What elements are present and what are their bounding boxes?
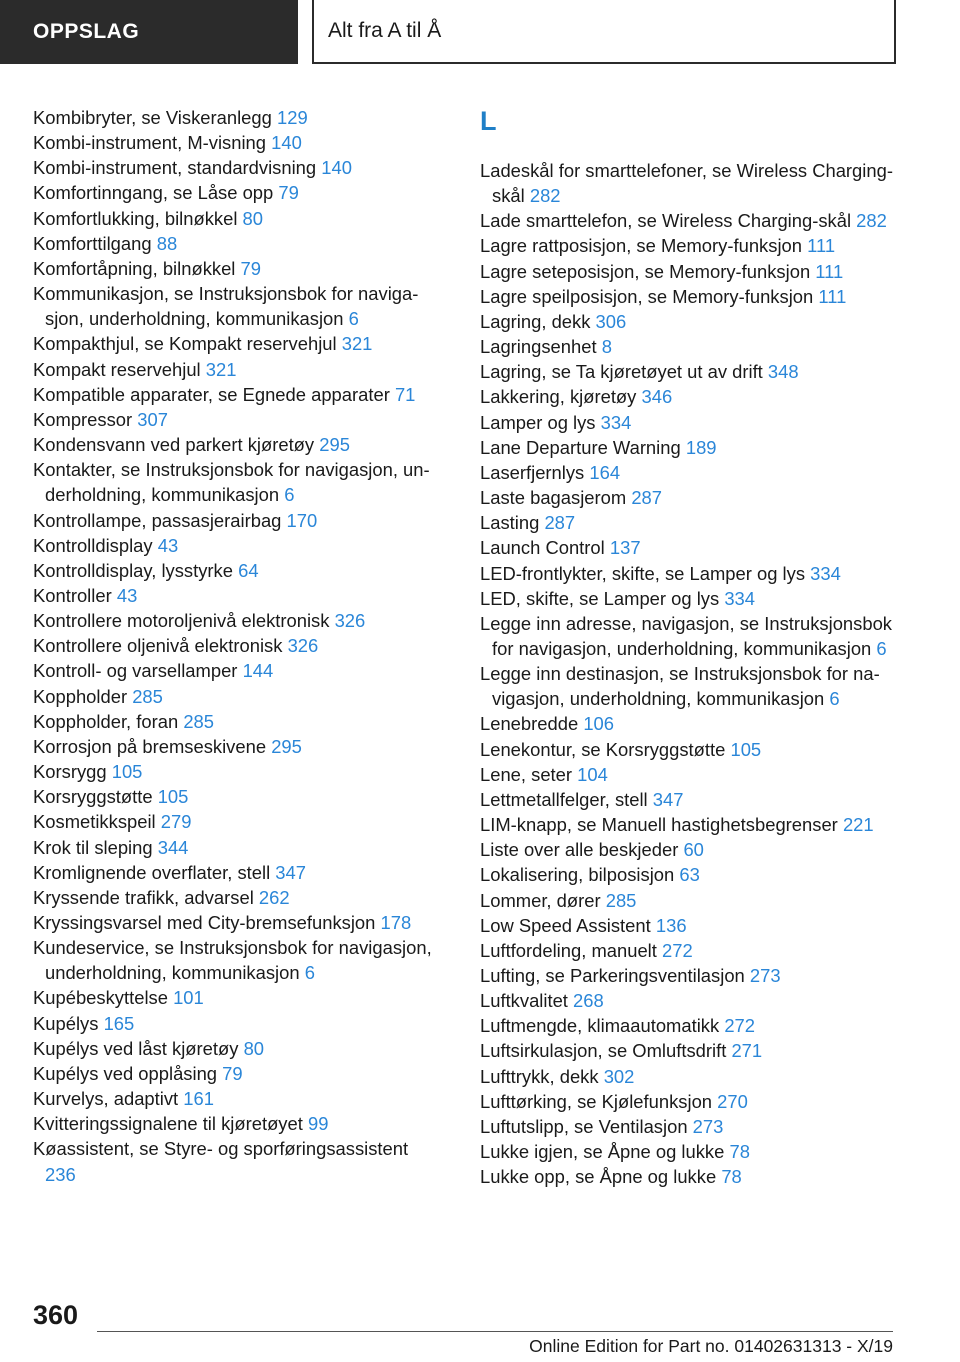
index-entry [480, 259, 900, 284]
index-entry [480, 586, 900, 611]
index-entry-text: Lane Departure Warning [480, 436, 681, 458]
page-reference-link[interactable]: 334 [600, 411, 632, 433]
page-reference-link[interactable]: 6 [304, 962, 315, 984]
index-entry-text: Lufting, se Parkeringsventilasjon [480, 965, 745, 986]
page-reference-link[interactable]: 79 [278, 182, 299, 204]
index-entry [480, 1139, 900, 1164]
page-reference-link[interactable]: 43 [157, 534, 179, 556]
index-entry [480, 1013, 900, 1038]
index-entry [33, 985, 443, 1010]
index-entry [480, 233, 900, 258]
page-reference-link[interactable]: 137 [609, 537, 641, 559]
index-entry-text: Koppholder, foran [33, 710, 179, 732]
page-reference-link[interactable]: 164 [589, 461, 621, 483]
index-entry [480, 359, 900, 384]
page-reference-link[interactable]: 326 [287, 635, 319, 657]
index-entry-text: Legge inn destinasjon, se Instruksjonsbok for navigasjon, underholdning, kommunikasjon [480, 663, 880, 710]
page-reference-link[interactable]: 270 [717, 1090, 748, 1112]
index-entry-text: Komfortlukking, bilnøkkel [33, 207, 238, 229]
page-reference-link[interactable]: 262 [258, 886, 290, 908]
page-reference-link[interactable]: 326 [334, 610, 366, 632]
page-reference-link[interactable]: 273 [692, 1115, 724, 1137]
index-entry [480, 661, 900, 711]
index-entry-text: Kompatible apparater, se Egnede apparater [33, 383, 390, 405]
index-entry [33, 1061, 443, 1086]
page-reference-link[interactable]: 268 [573, 990, 604, 1012]
page-reference-link[interactable]: 295 [271, 735, 302, 757]
page-reference-link[interactable]: 105 [111, 761, 143, 783]
index-entry [33, 407, 443, 432]
index-entry-text: Legge inn adresse, navigasjon, se Instruksjonsbok for navigasjon, underholdning, kommunikasjon [480, 612, 893, 659]
index-entry [33, 658, 443, 683]
page-reference-link[interactable]: 285 [132, 685, 163, 707]
index-entry [480, 837, 900, 862]
page-reference-link[interactable]: 6 [829, 688, 840, 710]
index-entry [33, 910, 443, 935]
footer-divider [97, 1331, 893, 1332]
index-entry-text: Ladeskål for smarttelefoner, se Wireless Charging-skål [480, 160, 893, 207]
page-reference-link[interactable]: 6 [348, 308, 359, 330]
index-entry-text: Launch Control [480, 537, 605, 559]
index-entry [480, 1089, 900, 1114]
index-entry-text: Korsrygg [33, 761, 107, 783]
index-column-left [33, 105, 443, 1187]
page-reference-link[interactable]: 111 [807, 235, 836, 257]
index-entry-text: Kosmetikkspeil [33, 811, 156, 833]
page-reference-link[interactable]: 111 [818, 285, 847, 307]
page-reference-link[interactable]: 271 [731, 1040, 763, 1062]
index-entry [33, 533, 443, 558]
index-entry-text: Komfortåpning, bilnøkkel [33, 257, 236, 279]
page-reference-link[interactable]: 334 [810, 562, 841, 584]
page-reference-link[interactable]: 79 [240, 257, 261, 279]
index-entry [33, 1036, 443, 1061]
page-reference-link[interactable]: 344 [157, 836, 189, 858]
index-entry-text: Lagre rattposisjon, se Memory-funksjon [480, 235, 802, 257]
index-entry-text: Kontrollere motoroljenivå elektronisk [33, 610, 330, 632]
page-reference-link[interactable]: 78 [729, 1141, 750, 1163]
index-entry-text: Kontroll- og varsellamper [33, 660, 238, 682]
page-reference-link[interactable]: 79 [222, 1062, 243, 1084]
page-reference-link[interactable]: 111 [815, 260, 844, 282]
index-entry-text: Laste bagasjerom [480, 487, 627, 509]
page-reference-link[interactable]: 101 [173, 987, 204, 1009]
index-entry [33, 759, 443, 784]
index-entry [33, 1136, 443, 1186]
index-entry [480, 284, 900, 309]
index-entry-text: Komforttilgang [33, 232, 152, 254]
index-entry [480, 787, 900, 812]
page-reference-link[interactable]: 321 [341, 333, 373, 355]
index-entry-text: Korrosjon på bremseskivene [33, 735, 267, 757]
page-reference-link[interactable]: 348 [767, 361, 799, 383]
index-entry [33, 1111, 443, 1136]
index-entry [33, 432, 443, 457]
page-reference-link[interactable]: 273 [749, 965, 781, 986]
page-number: 360 [33, 1300, 79, 1330]
index-entry [33, 583, 443, 608]
index-entry-text: Lukke igjen, se Åpne og lukke [480, 1141, 725, 1163]
index-entry-text: Kontakter, se Instruksjonsbok for navigasjon, underholdning, kommunikasjon [33, 459, 430, 506]
index-entry-text: Lufttørking, se Kjølefunksjon [480, 1090, 713, 1112]
index-entry [33, 231, 443, 256]
page-reference-link[interactable]: 8 [601, 336, 612, 358]
index-entry-text: Lukke opp, se Åpne og lukke [480, 1166, 717, 1188]
index-entry [480, 485, 900, 510]
index-entry [33, 382, 443, 407]
page-reference-link[interactable]: 347 [275, 861, 306, 883]
index-entry-text: Luftkvalitet [480, 990, 568, 1012]
index-entry-text: LED-frontlykter, skifte, se Lamper og lys [480, 562, 806, 584]
chapter-title: Alt fra A til Å [312, 0, 896, 64]
page-header [0, 0, 960, 66]
index-entry-text: Kundeservice, se Instruksjonsbok for navigasjon, underholdning, kommunikasjon [33, 937, 432, 984]
index-entry-text: Lokalisering, bilposisjon [480, 864, 675, 886]
index-entry-text: LIM-knapp, se Manuell hastighetsbegrenser [480, 814, 838, 836]
page-reference-link[interactable]: 140 [321, 157, 352, 179]
index-entry [33, 835, 443, 860]
page-reference-link[interactable]: 161 [183, 1088, 214, 1110]
page-reference-link[interactable]: 6 [876, 637, 887, 659]
page-reference-link[interactable]: 105 [730, 738, 762, 760]
index-entry [480, 1064, 900, 1089]
page-reference-link[interactable]: 321 [205, 358, 237, 380]
index-entry-text: Liste over alle beskjeder [480, 839, 679, 861]
index-entry-text: Kombi-instrument, standardvisning [33, 157, 317, 179]
index-entry-text: Kryssende trafikk, advarsel [33, 886, 254, 908]
index-entry-text: Kryssingsvarsel med City-bremsefunksjon [33, 912, 376, 933]
index-entry [33, 860, 443, 885]
index-entry [480, 410, 900, 435]
index-entry [33, 508, 443, 533]
index-entry [480, 963, 900, 988]
page-reference-link[interactable]: 272 [662, 939, 693, 961]
index-entry-text: Kombi-instrument, M-visning [33, 132, 267, 154]
index-entry-text: Kontrollampe, passasjerairbag [33, 509, 282, 531]
page-reference-link[interactable]: 282 [529, 185, 561, 207]
index-entry-text: Laserfjernlys [480, 461, 585, 483]
page-reference-link[interactable]: 302 [603, 1065, 635, 1087]
page-reference-link[interactable]: 236 [45, 1163, 76, 1185]
index-entry-text: Lasting [480, 512, 540, 534]
index-entry-text: Low Speed Assistent [480, 914, 651, 936]
page-reference-link[interactable]: 165 [103, 1012, 135, 1034]
index-entry-text: Lagre seteposisjon, se Memory-funksjon [480, 260, 811, 282]
index-entry [480, 384, 900, 409]
index-entry-text: Komfortinngang, se Låse opp [33, 182, 274, 204]
index-entry-text: Kontrolldisplay [33, 534, 153, 556]
index-entry-text: Kommunikasjon, se Instruksjonsbok for navigasjon, underholdning, kommunikasjon [33, 283, 419, 330]
index-entry [33, 105, 443, 130]
page-reference-link[interactable]: 306 [595, 310, 627, 332]
index-entry-text: Kvitteringssignalene til kjøretøyet [33, 1113, 303, 1135]
index-letter-heading: L [480, 106, 497, 136]
index-entry-text: Krok til sleping [33, 836, 153, 858]
index-column-right [480, 104, 900, 1189]
index-entry [480, 309, 900, 334]
index-entry [480, 1114, 900, 1139]
index-entry-text: Kupélys ved låst kjøretøy [33, 1037, 239, 1059]
page-reference-link[interactable]: 64 [238, 559, 259, 581]
index-entry [33, 885, 443, 910]
index-entry-text: Kontroller [33, 584, 112, 606]
page-reference-link[interactable]: 6 [284, 484, 295, 506]
index-entry-text: Kupélys ved opplåsing [33, 1062, 218, 1084]
index-entry [33, 684, 443, 709]
page-reference-link[interactable]: 104 [577, 763, 608, 785]
index-entry-text: Lagringsenhet [480, 336, 597, 358]
index-entry [33, 709, 443, 734]
index-entry-text: Lagre speilposisjon, se Memory-funksjon [480, 285, 814, 307]
index-entry-text: Kupélys [33, 1012, 99, 1034]
index-entry-text: Kontrolldisplay, lysstyrke [33, 559, 233, 581]
page-reference-link[interactable]: 287 [631, 487, 663, 509]
index-entry-text: Korsryggstøtte [33, 786, 153, 808]
page-reference-link[interactable]: 106 [583, 713, 614, 735]
edition-info: Online Edition for Part no. 01402631313 - X/19 [529, 1336, 893, 1356]
index-entry-text: Kurvelys, adaptivt [33, 1088, 179, 1110]
index-entry-text: Lettmetallfelger, stell [480, 788, 648, 810]
page-reference-link[interactable]: 140 [271, 132, 302, 154]
index-entry [480, 535, 900, 560]
index-entry-text: LED, skifte, se Lamper og lys [480, 587, 720, 609]
index-entry [33, 206, 443, 231]
page-reference-link[interactable]: 78 [721, 1166, 742, 1188]
index-entry-text: Kompakt reservehjul [33, 358, 201, 380]
index-entry [480, 737, 900, 762]
index-entry [480, 988, 900, 1013]
index-entry [33, 608, 443, 633]
index-entry-text: Kontrollere oljenivå elektronisk [33, 635, 283, 657]
index-entry-text: Luftsirkulasjon, se Omluftsdrift [480, 1040, 727, 1062]
index-entry [480, 158, 900, 208]
page-reference-link[interactable]: 272 [724, 1015, 756, 1037]
index-entry-text: Lene, seter [480, 763, 573, 785]
page-reference-link[interactable]: 189 [685, 436, 717, 458]
page-reference-link[interactable]: 88 [156, 232, 178, 254]
index-entry [33, 256, 443, 281]
page-reference-link[interactable]: 80 [242, 207, 264, 229]
index-entry-text: Lagring, dekk [480, 310, 591, 332]
page-reference-link[interactable]: 334 [724, 587, 755, 609]
index-entry [33, 281, 443, 331]
index-entry [480, 913, 900, 938]
index-entry-text: Luftutslipp, se Ventilasjon [480, 1115, 688, 1137]
page-reference-link[interactable]: 63 [679, 864, 700, 886]
index-entry [480, 510, 900, 535]
page-reference-link[interactable]: 221 [842, 814, 874, 836]
page-reference-link[interactable]: 170 [286, 509, 318, 531]
index-entry [33, 357, 443, 382]
page-reference-link[interactable]: 144 [242, 660, 274, 682]
index-entry-text: Koppholder [33, 685, 128, 707]
index-entry-text: Kondensvann ved parkert kjøretøy [33, 434, 315, 456]
index-entry [480, 711, 900, 736]
index-entry [480, 1038, 900, 1063]
index-entry [480, 1164, 900, 1189]
index-entry-text: Kombibryter, se Viskeranlegg [33, 107, 272, 128]
index-entry-text: Lufttrykk, dekk [480, 1065, 599, 1087]
page-reference-link[interactable]: 347 [652, 788, 684, 810]
index-entry [33, 331, 443, 356]
index-entry-text: Kromlignende overflater, stell [33, 861, 271, 883]
index-entry-text: Lenebredde [480, 713, 579, 735]
index-entry [480, 888, 900, 913]
index-entry [480, 334, 900, 359]
index-entry-text: Luftmengde, klimaautomatikk [480, 1015, 720, 1037]
section-tab: OPPSLAG [0, 0, 298, 64]
index-entry-text: Lamper og lys [480, 411, 596, 433]
index-entry-text: Kupébeskyttelse [33, 987, 168, 1009]
index-entry-text: Luftfordeling, manuelt [480, 939, 657, 961]
index-entry [480, 812, 900, 837]
index-entry [33, 180, 443, 205]
page-reference-link[interactable]: 105 [157, 786, 189, 808]
page-reference-link[interactable]: 285 [183, 710, 215, 732]
page-reference-link[interactable]: 307 [137, 408, 168, 430]
index-entry [33, 457, 443, 507]
page-reference-link[interactable]: 129 [277, 107, 308, 128]
page-reference-link[interactable]: 43 [116, 584, 138, 606]
index-entry-text: Lakkering, kjøretøy [480, 386, 637, 408]
index-entry [33, 558, 443, 583]
index-entry [33, 1086, 443, 1111]
index-entry [33, 155, 443, 180]
index-entry [33, 784, 443, 809]
index-entry [33, 809, 443, 834]
index-entry-text: Lagring, se Ta kjøretøyet ut av drift [480, 361, 763, 383]
page-reference-link[interactable]: 295 [319, 434, 350, 456]
index-entry-text: Kompressor [33, 408, 133, 430]
page-reference-link[interactable]: 99 [307, 1113, 329, 1135]
index-entry [33, 130, 443, 155]
page-reference-link[interactable]: 136 [655, 914, 687, 936]
page-reference-link[interactable]: 282 [856, 210, 887, 232]
index-entry [33, 633, 443, 658]
page-reference-link[interactable]: 60 [683, 839, 704, 861]
page-reference-link[interactable]: 346 [641, 386, 673, 408]
page-reference-link[interactable]: 80 [243, 1037, 265, 1059]
index-entry [480, 435, 900, 460]
page-reference-link[interactable]: 285 [605, 889, 637, 911]
index-entry [33, 935, 443, 985]
index-entry [480, 862, 900, 887]
index-entry [480, 460, 900, 485]
index-entry [480, 561, 900, 586]
index-entry [33, 1011, 443, 1036]
page-reference-link[interactable]: 71 [394, 383, 416, 405]
index-entry-text: Lommer, dører [480, 889, 601, 911]
index-entry [480, 611, 900, 661]
index-entry [480, 938, 900, 963]
index-entry [480, 762, 900, 787]
page-reference-link[interactable]: 279 [160, 811, 192, 833]
index-entry [33, 734, 443, 759]
index-entry-text: Køassistent, se Styre- og sporføringsassistent [33, 1138, 409, 1160]
index-entry-text: Kompakthjul, se Kompakt reservehjul [33, 333, 337, 355]
index-entry [480, 208, 900, 233]
page-reference-link[interactable]: 178 [380, 912, 412, 933]
index-entry-text: Lenekontur, se Korsryggstøtte [480, 738, 726, 760]
page-reference-link[interactable]: 287 [544, 512, 576, 534]
index-entry-text: Lade smarttelefon, se Wireless Charging-skål [480, 210, 852, 232]
